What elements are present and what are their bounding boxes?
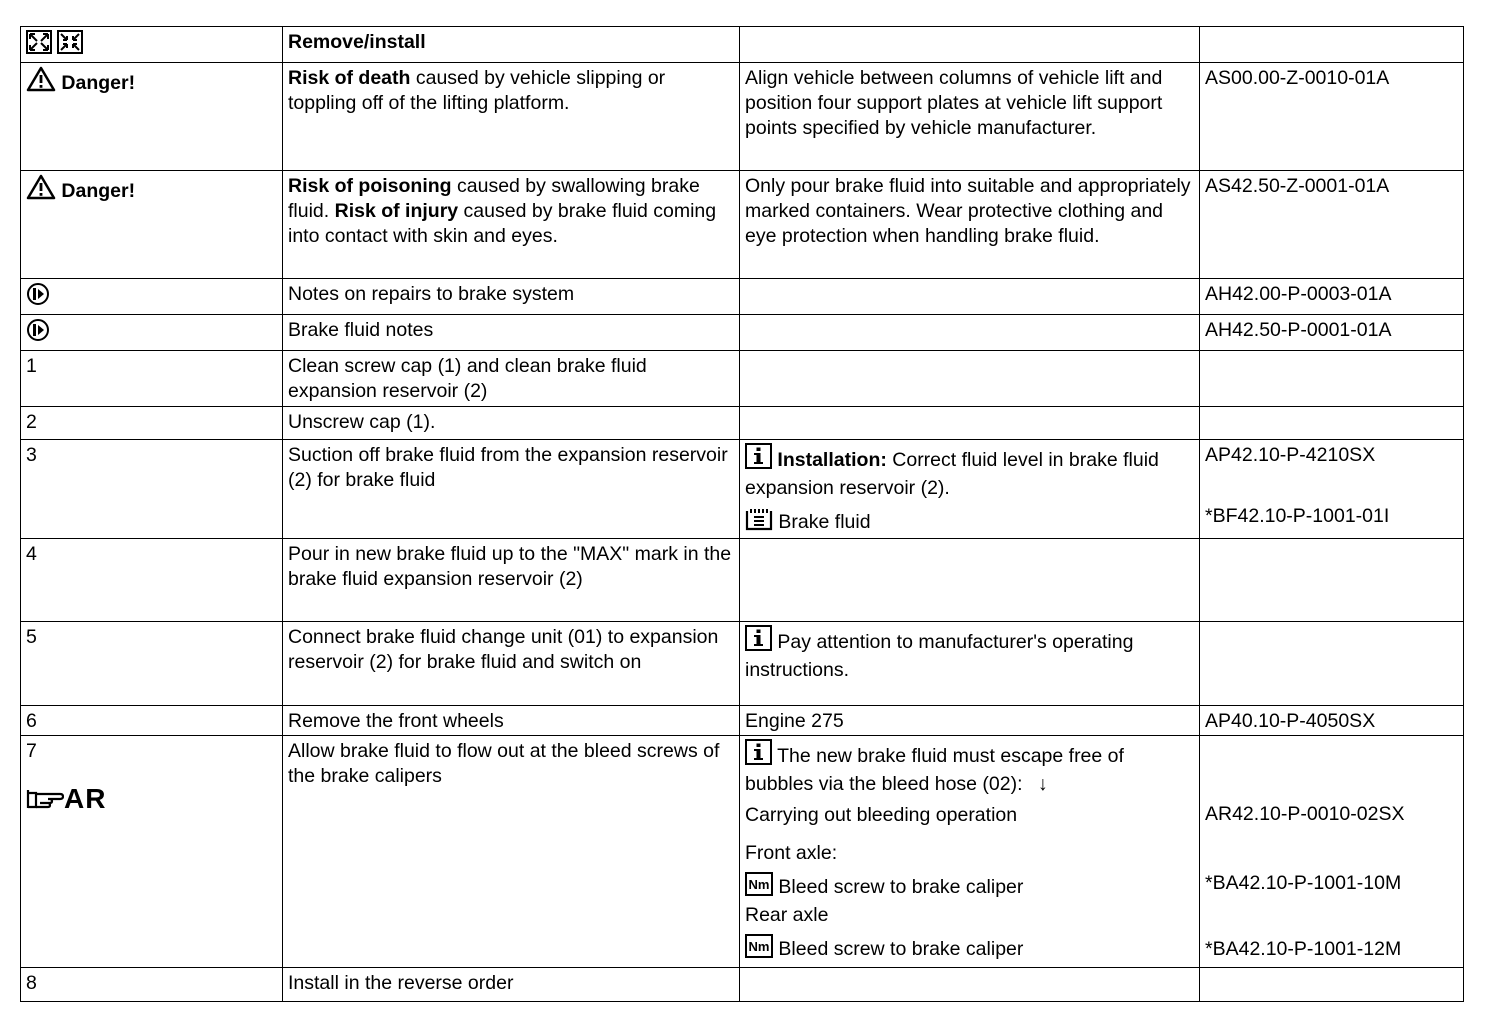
step-row xyxy=(21,351,1464,407)
info-note: The new brake fluid must escape free of bubbles via the bleed hose (02): xyxy=(745,745,1124,795)
step-number: 5 xyxy=(21,622,283,706)
torque-spec-label: Bleed screw to brake caliper xyxy=(778,876,1024,898)
step-text: Pour in new brake fluid up to the "MAX" mark in the brake fluid expansion reservoir (2) xyxy=(283,539,740,622)
down-arrow-icon: ↓ xyxy=(1037,773,1048,795)
installation-note: Correct fluid level in brake fluid expansion reservoir (2). xyxy=(745,449,1159,499)
info-icon xyxy=(745,625,772,658)
header-row xyxy=(21,27,1464,63)
step-row xyxy=(21,968,1464,1002)
step-number: 8 xyxy=(21,968,283,1002)
step-text: Allow brake fluid to flow out at the bleed screws of the brake calipers xyxy=(283,736,740,968)
step-row xyxy=(21,622,1464,706)
header-title: Remove/install xyxy=(283,27,740,63)
notes-icon xyxy=(26,318,50,349)
document-link[interactable]: *BF42.10-P-1001-01I xyxy=(1205,505,1390,527)
danger-row xyxy=(21,171,1464,279)
hazard-text: Risk of poisoning caused by swallowing brake fluid. Risk of injury caused by brake fluid coming into contact with skin and eyes. xyxy=(283,171,740,279)
torque-nm-icon xyxy=(745,872,773,903)
document-link[interactable]: AR42.10-P-0010-02SX xyxy=(1205,803,1405,825)
fluid-spec-label: Brake fluid xyxy=(778,511,871,533)
info-icon xyxy=(745,739,772,772)
expand-icon[interactable] xyxy=(26,30,52,61)
step-number: 4 xyxy=(21,539,283,622)
svg-text:Nm: Nm xyxy=(748,877,770,892)
collapse-icon[interactable] xyxy=(57,30,83,61)
front-axle-label: Front axle: xyxy=(745,842,838,864)
view-toggle-cell xyxy=(21,27,283,63)
document-link[interactable]: AP40.10-P-4050SX xyxy=(1200,706,1464,736)
pointing-hand-icon xyxy=(26,787,64,818)
step-text: Clean screw cap (1) and clean brake fluid expansion reservoir (2) xyxy=(283,351,740,407)
torque-nm-icon xyxy=(745,934,773,965)
fluid-spec-icon xyxy=(745,507,773,538)
document-link[interactable]: *BA42.10-P-1001-12M xyxy=(1205,938,1402,960)
step-text: Connect brake fluid change unit (01) to expansion reservoir (2) for brake fluid and switch on xyxy=(283,622,740,706)
document-link[interactable]: AP42.10-P-4210SX xyxy=(1205,444,1376,466)
step-number: 2 xyxy=(21,407,283,440)
danger-label: Danger! xyxy=(61,180,136,202)
document-link[interactable]: AH42.00-P-0003-01A xyxy=(1200,279,1464,315)
danger-row xyxy=(21,63,1464,171)
step-number: 6 xyxy=(21,706,283,736)
notes-row xyxy=(21,279,1464,315)
info-note: Pay attention to manufacturer's operating instructions. xyxy=(745,631,1134,681)
step-text: Install in the reverse order xyxy=(283,968,740,1002)
step-row xyxy=(21,407,1464,440)
step-text: Unscrew cap (1). xyxy=(283,407,740,440)
step-row xyxy=(21,706,1464,736)
variant-note: Engine 275 xyxy=(740,706,1200,736)
rear-axle-label: Rear axle xyxy=(745,904,829,926)
notes-title: Brake fluid notes xyxy=(283,315,740,351)
step-row xyxy=(21,736,1464,968)
document-link[interactable]: *BA42.10-P-1001-10M xyxy=(1205,872,1402,894)
document-link[interactable]: AS00.00-Z-0010-01A xyxy=(1200,63,1464,171)
notes-title: Notes on repairs to brake system xyxy=(283,279,740,315)
hazard-text: Risk of death caused by vehicle slipping or toppling off of the lifting platform. xyxy=(283,63,740,171)
step-number: 7 xyxy=(26,740,37,762)
ar-badge[interactable]: AR xyxy=(26,786,277,818)
warning-triangle-icon xyxy=(26,66,56,99)
torque-spec-label: Bleed screw to brake caliper xyxy=(778,938,1024,960)
danger-label: Danger! xyxy=(61,72,136,94)
hazard-note: Only pour brake fluid into suitable and appropriately marked containers. Wear protective clothing and eye protection when handling brake fluid. xyxy=(740,171,1200,279)
installation-label: Installation: xyxy=(777,449,887,471)
step-text: Suction off brake fluid from the expansion reservoir (2) for brake fluid xyxy=(283,440,740,539)
warning-triangle-icon xyxy=(26,174,56,207)
step-text: Remove the front wheels xyxy=(283,706,740,736)
info-icon xyxy=(745,443,772,476)
step-row xyxy=(21,539,1464,622)
document-link[interactable]: AH42.50-P-0001-01A xyxy=(1200,315,1464,351)
svg-text:Nm: Nm xyxy=(748,939,770,954)
hazard-note: Align vehicle between columns of vehicle lift and position four support plates at vehicle lift support points specified by vehicle manufacturer. xyxy=(740,63,1200,171)
step-row xyxy=(21,440,1464,539)
step-number: 3 xyxy=(21,440,283,539)
notes-row xyxy=(21,315,1464,351)
bleeding-operation-label: Carrying out bleeding operation xyxy=(745,804,1018,826)
document-link[interactable]: AS42.50-Z-0001-01A xyxy=(1200,171,1464,279)
step-number: 1 xyxy=(21,351,283,407)
notes-icon xyxy=(26,282,50,313)
procedure-table xyxy=(20,26,1464,1002)
